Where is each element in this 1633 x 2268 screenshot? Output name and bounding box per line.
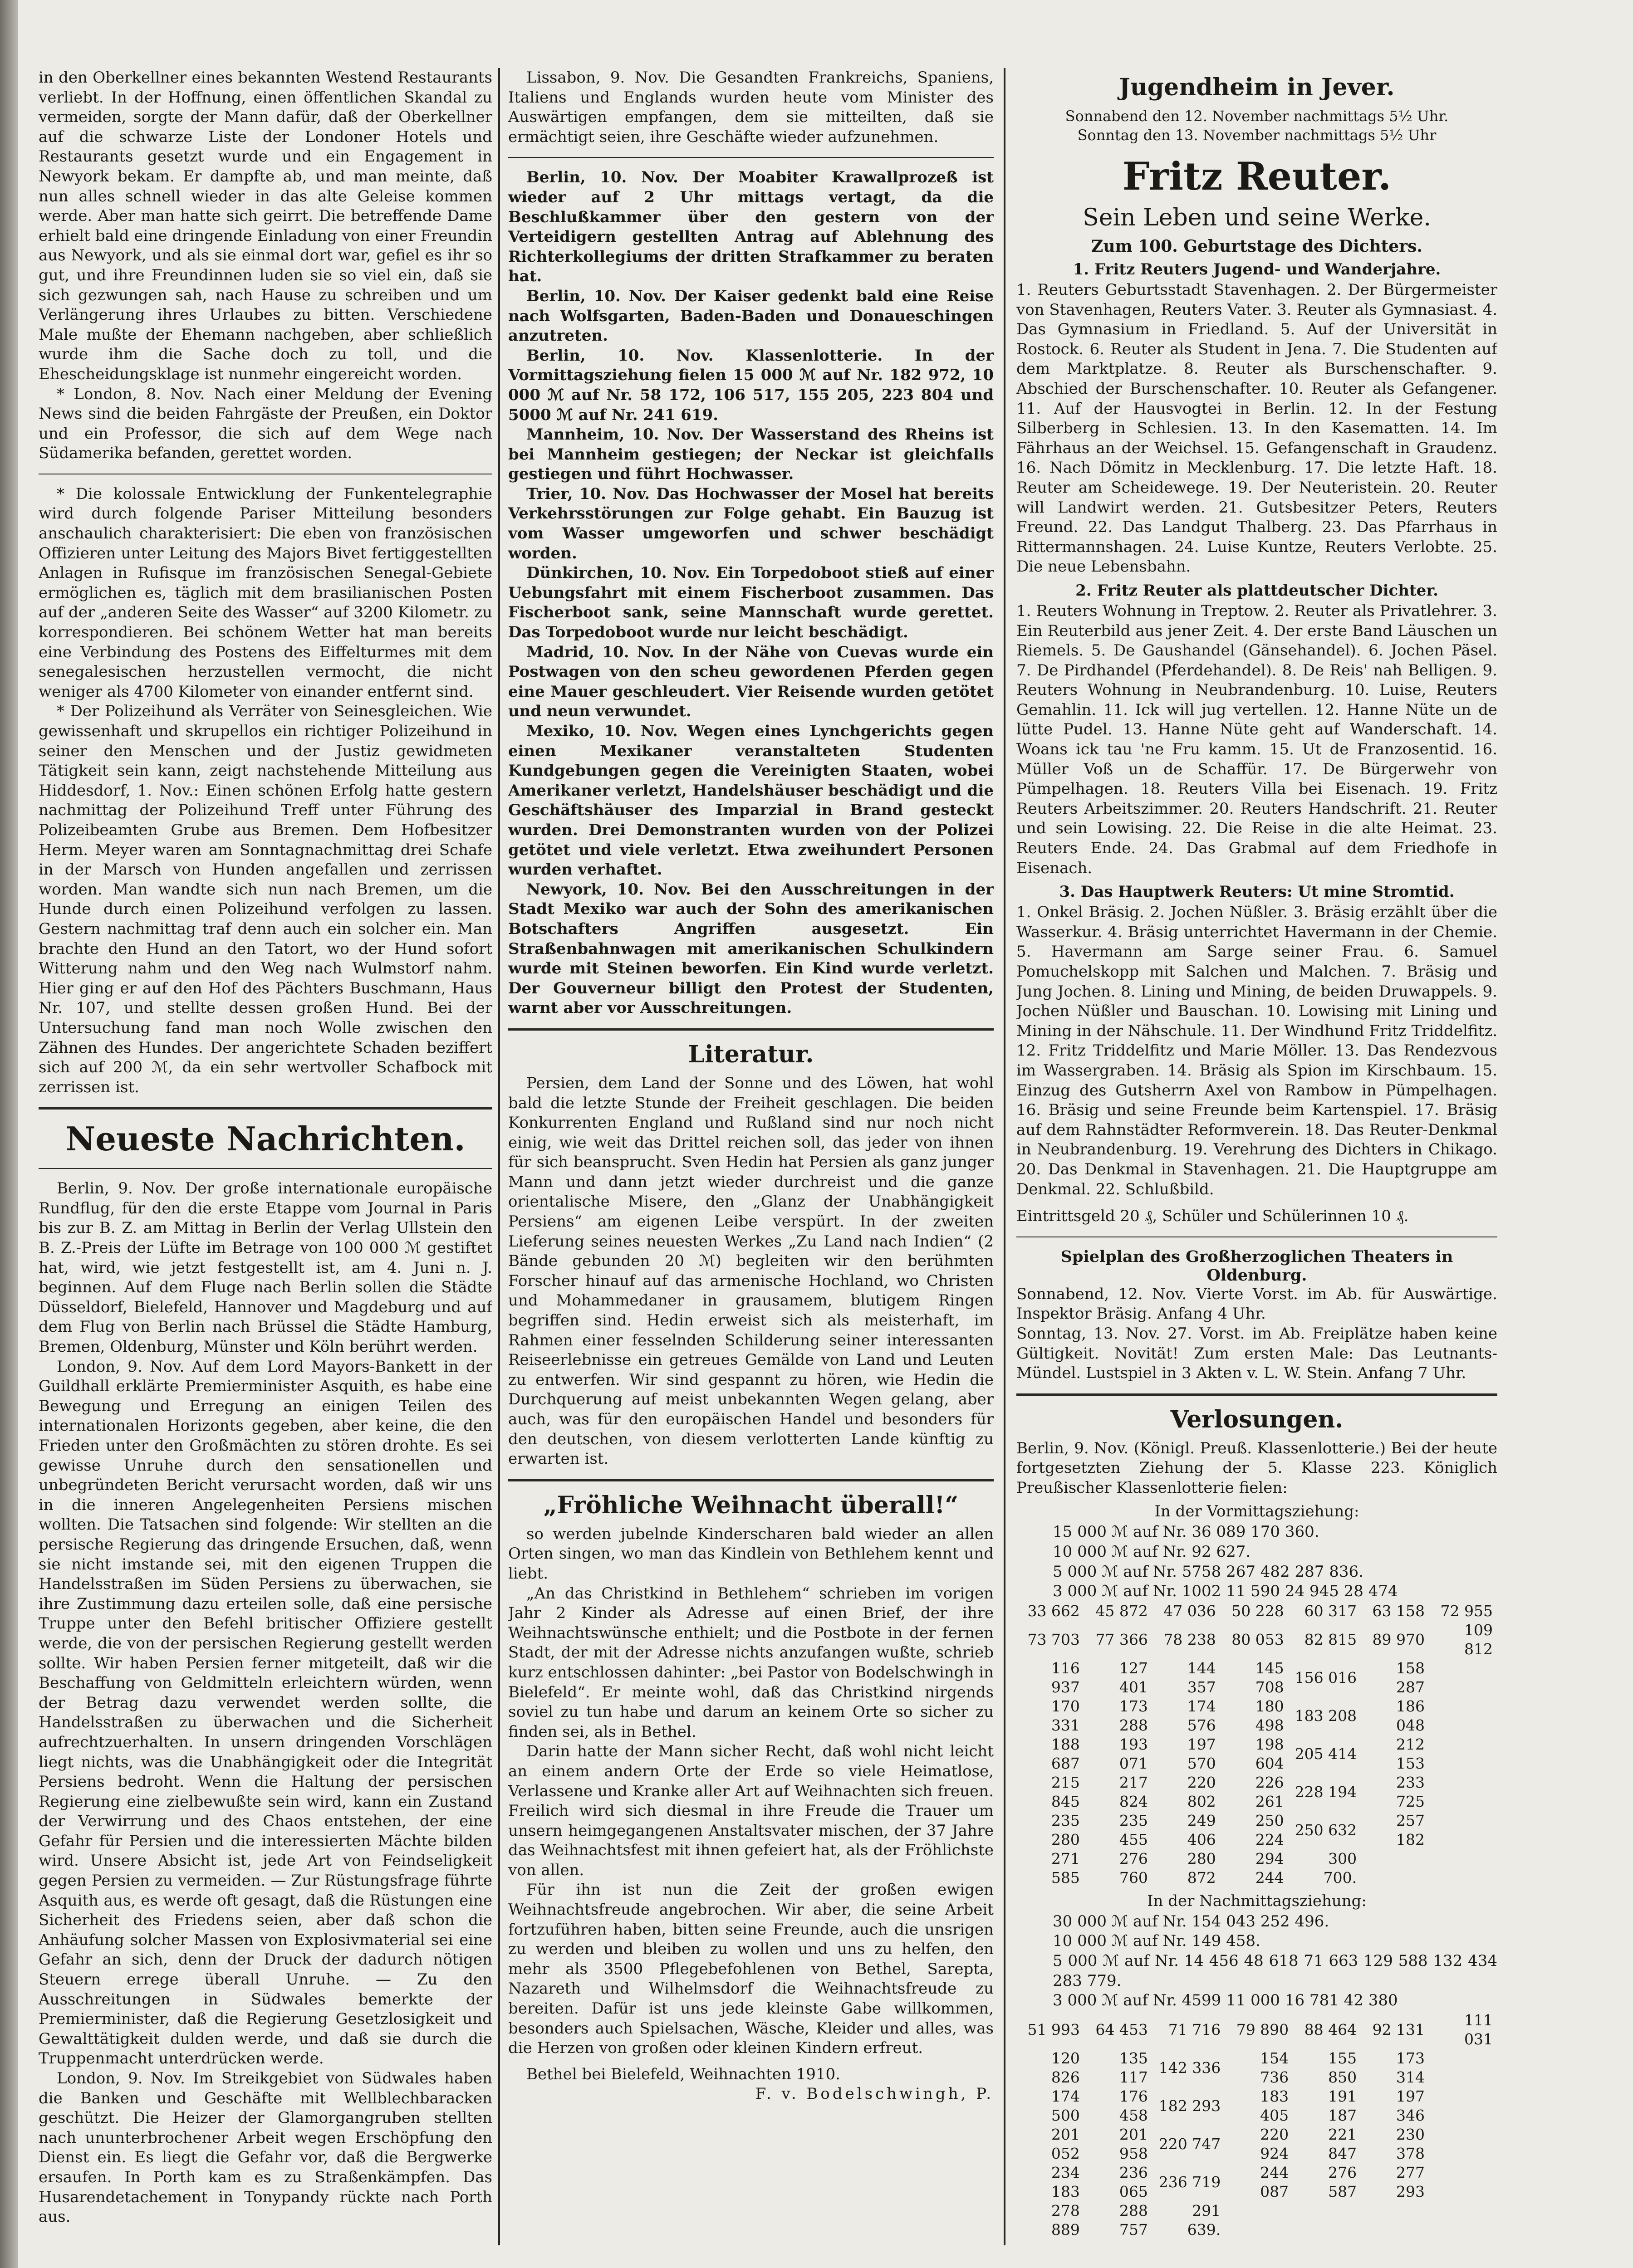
lottery-number: 228 194 <box>1295 1783 1357 1801</box>
lottery-number: 173 314 <box>1396 2049 1425 2086</box>
lottery-number: 191 187 <box>1328 2087 1357 2124</box>
lottery-number: 135 117 <box>1119 2049 1148 2086</box>
number-row <box>1016 2087 1497 2125</box>
program-list: 1. Reuters Wohnung in Treptow. 2. Reuter als Privatlehrer. 3. Ein Reuterbild aus jener Zeit. 4. Der erste Band Läuschen un Riemels. 5. De Gaushandel (Gänsehandel). 6. Jochen Päsel. 7. De Pirdhandel (Pferdehandel). 8. De Reis' nah Belligen. 9. Reuters Wohnung in Neubrandenburg. 10. Luise, Reuters Gemahlin. 11. Ick will jug vertellen. 12. Hanne Nüte un de lütte Pudel. 13. Hanne Nüte geht auf Wanderschaft. 14. Woans ick tau 'ne Fru kamm. 15. Ut de Franzosentid. 16. Müller Voß un de Schaffür. 17. De Bürgerwehr von Pümpelhagen. 18. Reuters Villa bei Eisenach. 19. Fritz Reuters Arbeitszimmer. 20. Reuters Handschrift. 21. Reuter und sein Lowising. 22. Die Reise in die alte Heimat. 23. Reuters Ende. 24. Das Grabmal auf dem Friedhofe in Eisenach. <box>1016 601 1497 877</box>
event-title: Fritz Reuter. <box>1122 154 1392 199</box>
lottery-number: 51 993 <box>1027 2020 1080 2038</box>
lottery-number <box>1361 2201 1429 2239</box>
article-text: * Die kolossale Entwicklung der Funkentelegraphie wird durch folgende Pariser Mitteilung besonders anschaulich charakterisiert: Die eben von französischen Offizieren unter Leitung des Majors Bivet fertiggestellten Anlagen in Rufisque im französischen Senegal-Gebiete ermöglichen es, täglich mit dem brasilianischen Posten auf der „anderen Seite des Wasser“ auf 3200 Kilometr. zu korrespondieren. Bei schönem Wetter hat man bereits eine Verbindung des Postens des Eiffelturmes mit dem senegalesischen herzustellen vermocht, die nicht weniger als 4700 Kilometer von einander entfernt sind. <box>39 484 492 701</box>
lottery-number: 291 639. <box>1187 2201 1221 2239</box>
column-right <box>1016 68 1497 2268</box>
column-left <box>39 68 492 2268</box>
telegram: Mexiko, 10. Nov. Wegen eines Lynchgerichts gegen einen Mexikaner veranstalteten Studenten Kundgebungen gegen die Vereinigten Staaten, wobei Amerikaner verletzt, Handelshäuser beschädigt und die Geschäftshäuser des Imparzial in Brand gesteckt wurden. Drei Demonstranten wurden von der Polizei getötet und viele verletzt. Etwa zweihundert Personen wurden verhaftet. <box>508 722 994 879</box>
number-row <box>1016 1602 1497 1621</box>
lottery-number: 205 414 <box>1295 1745 1357 1763</box>
number-row <box>1016 1773 1497 1811</box>
theater-text: Sonnabend, 12. Nov. Vierte Vorst. im Ab. für Auswärtige. Inspektor Bräsig. Anfang 4 Uhr. <box>1016 1285 1497 1323</box>
lottery-number: 271 585 <box>1051 1849 1080 1887</box>
lottery-number: 244 087 <box>1260 2163 1289 2200</box>
article-text: „An das Christkind in Bethlehem“ schrieben im vorigen Jahr 2 Kinder als Adresse auf einen Brief, der ihre Weihnachtswünsche enthielt; und die Postbote in der fernen Stadt, der mit der Adresse nichts anzufangen wußte, schrieb kurz entschlossen dahinter: „bei Pastor von Bodelschwingh in Bielefeld“. Er meinte wohl, daß das Christkind nirgends soviel zu tun habe und darum an keinem Orte so sicher zu finden sei, als in Bethel. <box>508 1584 994 1741</box>
section-heading: Verlosungen. <box>1170 1405 1344 1433</box>
lottery-number: 60 317 <box>1304 1602 1357 1620</box>
lottery-number: 176 458 <box>1119 2087 1148 2124</box>
divider <box>508 1028 994 1031</box>
lottery-prize: 3 000 ℳ auf Nr. 1002 11 590 24 945 28 474 <box>1053 1582 1398 1601</box>
lottery-number: 280 872 <box>1187 1849 1216 1887</box>
article-text: * London, 8. Nov. Nach einer Meldung der Evening News sind die beiden Fahrgäste der Preußen, ein Doktor und ein Professor, die sich auf dem Wege nach Südamerika befanden, gerettet worden. <box>39 385 492 463</box>
lottery-number: 257 182 <box>1396 1811 1425 1848</box>
lottery-number: 201 052 <box>1051 2125 1080 2162</box>
divider <box>508 157 994 158</box>
lottery-number <box>1361 1849 1429 1887</box>
lottery-number-table <box>1016 2011 1497 2239</box>
lottery-subheading: In der Nachmittagsziehung: <box>1147 1892 1367 1910</box>
lottery-number: 193 071 <box>1119 1735 1148 1772</box>
lottery-prize: 30 000 ℳ auf Nr. 154 043 252 496. <box>1053 1912 1329 1931</box>
lottery-number: 186 048 <box>1396 1697 1425 1734</box>
article-text: Persien, dem Land der Sonne und des Löwen, hat wohl bald die letzte Stunde der Freiheit geschlagen. Die beiden Konkurrenten England und Rußland sind nur noch nicht einig, wie weit das Drittel reichen soll, das jeder von ihnen für sich beansprucht. Sven Hedin hat Persien als ganz junger Mann und dann jetzt wieder durchreist und die ganze orientalische Misere, den „Glanz der Unabhängigkeit Persiens“ am eigenen Leibe verspürt. In der zweiten Lieferung seines neuesten Werkes „Zu Land nach Indien“ (2 Bände gebunden 20 ℳ) begleiten wir den berühmten Forscher hinauf auf das armenische Hochland, wo Christen und Mohammedaner in grausamem, blutigem Ringen begriffen sind. Hedin erweist sich als meisterhaft, im Rahmen einer fesselnden Schilderung seiner interessanten Reiseerlebnisse ein getreues Gemälde von Land und Leuten zu entwerfen. Wir sind gespannt zu hören, wie Hedin die Durchquerung auf meist unbekannten Wegen gelang, aber auch, was für den europäischen Handel und besonders für den deutschen, von diesem verlotterten Lande künftig zu erwarten ist. <box>508 1074 994 1468</box>
lottery-number: 64 453 <box>1095 2020 1148 2038</box>
lottery-number: 88 464 <box>1304 2020 1357 2038</box>
divider <box>39 1168 492 1169</box>
lottery-number: 215 845 <box>1051 1773 1080 1810</box>
program-part-title: 3. Das Hauptwerk Reuters: Ut mine Stromtid. <box>1059 883 1455 901</box>
lottery-number: 197 346 <box>1396 2087 1425 2124</box>
lottery-number: 174 576 <box>1187 1697 1216 1734</box>
number-row <box>1016 1849 1497 1887</box>
lottery-number: 235 455 <box>1119 1811 1148 1848</box>
theater-heading: Spielplan des Großherzoglichen Theaters in Oldenburg. <box>1060 1247 1453 1285</box>
telegram: Mannheim, 10. Nov. Der Wasserstand des Rheins ist bei Mannheim gestiegen; der Neckar ist gleichfalls gestiegen und führt Hochwasser. <box>508 425 994 484</box>
lottery-number: 154 736 <box>1260 2049 1289 2086</box>
lottery-number: 72 955 <box>1440 1602 1493 1620</box>
lottery-number: 180 498 <box>1255 1697 1284 1734</box>
lottery-number: 155 850 <box>1328 2049 1357 2086</box>
lottery-number: 182 293 <box>1158 2097 1221 2115</box>
lottery-number: 71 716 <box>1168 2020 1221 2038</box>
lottery-number: 116 937 <box>1051 1659 1080 1696</box>
lottery-number: 276 587 <box>1328 2163 1357 2200</box>
lottery-number: 170 331 <box>1051 1697 1080 1734</box>
lottery-number: 294 244 <box>1255 1849 1284 1887</box>
lottery-prize: 5 000 ℳ auf Nr. 5758 267 482 287 836. <box>1053 1562 1363 1581</box>
lottery-number: 77 366 <box>1095 1630 1148 1648</box>
telegram: Dünkirchen, 10. Nov. Ein Torpedoboot stieß auf einer Uebungsfahrt mit einem Fischerboot zusammen. Das Fischerboot sank, seine Mannschaft wurde gerettet. Das Torpedoboot wurde nur leicht beschädigt. <box>508 564 994 642</box>
lottery-number: 278 889 <box>1051 2201 1080 2239</box>
lottery-prize: 10 000 ℳ auf Nr. 92 627. <box>1053 1543 1251 1561</box>
lottery-number: 33 662 <box>1027 1602 1080 1620</box>
lottery-number: 127 401 <box>1119 1659 1148 1696</box>
article-text: so werden jubelnde Kinderscharen bald wieder an allen Orten singen, wo man das Kindlein von Bethlehem kennt und liebt. <box>508 1525 994 1583</box>
lottery-number: 300 700. <box>1323 1849 1357 1887</box>
lottery-number: 183 405 <box>1260 2087 1289 2124</box>
lottery-number: 220 802 <box>1187 1773 1216 1810</box>
signature-name: F. v. Bodelschwingh, P. <box>755 2085 994 2103</box>
lottery-number: 82 815 <box>1304 1630 1357 1648</box>
lottery-number: 201 958 <box>1119 2125 1148 2162</box>
number-row <box>1016 2163 1497 2201</box>
lottery-number: 92 131 <box>1372 2020 1425 2038</box>
lottery-intro: Berlin, 9. Nov. (Königl. Preuß. Klassenlotterie.) Bei der heute fortgesetzten Ziehung der 5. Klasse 223. Königlich Preußischer Klassenlotterie fielen: <box>1016 1439 1497 1497</box>
lottery-number-table <box>1016 1602 1497 1887</box>
lottery-number: 236 065 <box>1119 2163 1148 2200</box>
lottery-number: 145 708 <box>1255 1659 1284 1696</box>
lottery-number: 63 158 <box>1372 1602 1425 1620</box>
lottery-number: 80 053 <box>1231 1630 1284 1648</box>
lottery-number: 233 725 <box>1396 1773 1425 1810</box>
telegram: Trier, 10. Nov. Das Hochwasser der Mosel hat bereits Verkehrsstörungen zur Folge gehabt. Ein Bauzug ist vom Wasser umgeworfen und schwer beschädigt worden. <box>508 484 994 562</box>
number-row <box>1016 2125 1497 2163</box>
number-row <box>1016 1659 1497 1697</box>
lottery-number: 111 031 <box>1464 2011 1493 2048</box>
lottery-number: 47 036 <box>1163 1602 1216 1620</box>
lottery-number: 173 288 <box>1119 1697 1148 1734</box>
article-text: Berlin, 9. Nov. Der große internationale europäische Rundflug, für den die erste Etappe vom Journal in Paris bis zur B. Z. am Mittag in Berlin der Verlag Ullstein den B. Z.-Preis der Lüfte im Betrage von 100 000 ℳ gestiftet hat, wird, wie jetzt festgestellt ist, am 4. Juni n. J. beginnen. Auf dem Fluge nach Berlin sollen die Städte Düsseldorf, Bielefeld, Hannover und Magdeburg und auf dem Flug von Berlin nach Brüssel die Städte Hamburg, Bremen, Oldenburg, Münster und Köln berührt werden. <box>39 1179 492 1356</box>
lottery-number: 45 872 <box>1095 1602 1148 1620</box>
telegram: Berlin, 10. Nov. Klassenlotterie. In der Vormittagsziehung fielen 15 000 ℳ auf Nr. 182 972, 10 000 ℳ auf Nr. 58 172, 106 517, 155 205, 223 804 und 5000 ℳ auf Nr. 241 619. <box>508 346 994 424</box>
lottery-number: 226 261 <box>1255 1773 1284 1810</box>
lottery-number: 220 924 <box>1260 2125 1289 2162</box>
lottery-number: 221 847 <box>1328 2125 1357 2162</box>
article-text: Für ihn ist nun die Zeit der großen ewigen Weihnachtsfreude angebrochen. Wir aber, die seine Arbeit fortzuführen haben, bitten seine Freunde, auch die unsrigen zu werden und bleiben zu wollen und uns zu helfen, den mehr als 3500 Pflegebefohlenen von Bethel, Sarepta, Nazareth und Wilhelmsdorf die Weihnachtsfreude zu bereiten. Dafür ist uns jede kleinste Gabe willkommen, besonders auch Spielsachen, Wäsche, Kleider und alles, was die Herzen von großen oder kleinen Kindern erfreut. <box>508 1881 994 2058</box>
section-heading: Neueste Nachrichten. <box>65 1119 466 1158</box>
admission-text: Eintrittsgeld 20 ₰, Schüler und Schülerinnen 10 ₰. <box>1016 1207 1409 1226</box>
event-occasion: Zum 100. Geburtstage des Dichters. <box>1091 237 1422 256</box>
event-heading: Jugendheim in Jever. <box>1119 73 1395 101</box>
program-list: 1. Reuters Geburtsstadt Stavenhagen. 2. Der Bürgermeister von Stavenhagen, Reuters Vater. 3. Reuter als Gymnasiast. 4. Das Gymnasium in Friedland. 5. Auf der Universität in Rostock. 6. Reuter als Student in Jena. 7. Die Studenten auf dem Marktplatze. 8. Reuter als Burschenschafter. 9. Abschied der Burschenschafter. 10. Reuter als Gefangener. 11. Auf der Hausvogtei in Berlin. 12. In der Festung Silberberg in Schlesien. 13. In den Kasematten. 14. Im Fährhaus an der Weichsel. 15. Gefangenschaft in Graudenz. 16. Nach Dömitz in Mecklenburg. 17. Die letzte Haft. 18. Reuter am Scheidewege. 19. Der Neuteristein. 20. Reuter will Landwirt werden. 21. Gutsbesitzer Peters, Reuters Freund. 22. Das Landgut Thalberg. 23. Das Pfarrhaus in Rittermannshagen. 24. Luise Kuntze, Reuters Verlobte. 25. Die neue Lebensbahn. <box>1016 281 1497 576</box>
divider <box>39 1107 492 1110</box>
lottery-subheading: In der Vormittagsziehung: <box>1154 1502 1359 1521</box>
signature-place: Bethel bei Bielefeld, Weihnachten 1910. <box>526 2065 840 2083</box>
lottery-number: 250 224 <box>1255 1811 1284 1848</box>
article-text: Lissabon, 9. Nov. Die Gesandten Frankreichs, Spaniens, Italiens und Englands wurden heute vom Minister des Auswärtigen empfangen, dem sie mitteilten, daß sie ermächtigt seien, ihre Geschäfte wieder aufzunehmen. <box>508 68 994 146</box>
lottery-number: 174 500 <box>1051 2087 1080 2124</box>
theater-text: Sonntag, 13. Nov. 27. Vorst. im Ab. Freiplätze haben keine Gültigkeit. Novität! Zum ersten Male: Das Leutnants-Mündel. Lustspiel in 3 Akten v. L. W. Stein. Anfang 7 Uhr. <box>1016 1324 1497 1383</box>
column-middle <box>508 68 994 2268</box>
lottery-number: 78 238 <box>1163 1630 1216 1648</box>
lottery-number: 144 357 <box>1187 1659 1216 1696</box>
article-text: in den Oberkellner eines bekannten Westend Restaurants verliebt. In der Hoffnung, einen öffentlichen Skandal zu vermeiden, sorgte der Mann dafür, daß der Oberkellner auf die schwarze Liste der Londoner Hotels und Restaurants gesetzt wurde und ein Engagement in Newyork bekam. Er dampfte ab, und man meinte, daß nun alles schnell wieder in das alte Geleise kommen werde. Aber man hatte sich geirrt. Die betreffende Dame erhielt bald eine dringende Einladung von einer Freundin aus Newyork, und als sie einmal dort war, gefiel es ihr so gut, und ihre Freundinnen luden sie so viel ein, daß sie sich gezwungen sah, nach Hause zu schreiben und um Verlängerung ihres Urlaubes zu bitten. Verschiedene Male mußte der Ehemann nachgeben, aber schließlich wurde ihm die Sache doch zu toll, und die Ehescheidungsklage ist nunmehr eingereicht worden. <box>39 68 492 383</box>
lottery-number: 236 719 <box>1158 2173 1221 2191</box>
lottery-number: 50 228 <box>1231 1602 1284 1620</box>
column-rule <box>498 68 500 2245</box>
lottery-number: 197 570 <box>1187 1735 1216 1772</box>
program-part-title: 2. Fritz Reuter als plattdeutscher Dichter. <box>1075 581 1438 600</box>
lottery-number: 235 280 <box>1051 1811 1080 1848</box>
lottery-number <box>1225 2201 1293 2239</box>
lottery-number: 220 747 <box>1158 2135 1221 2153</box>
section-heading: Literatur. <box>688 1040 814 1068</box>
lottery-prize: 5 000 ℳ auf Nr. 14 456 48 618 71 663 129 588 132 434 283 779. <box>1053 1952 1497 1990</box>
telegram: Berlin, 10. Nov. Der Moabiter Krawallprozeß ist wieder auf 2 Uhr mittags vertagt, da die Beschlußkammer über den gestern von der Verteidigern gestellten Antrag auf Ablehnung des Richterkollegiums der dritten Strafkammer zu beraten hat. <box>508 168 994 286</box>
lottery-number: 142 336 <box>1158 2058 1221 2077</box>
article-text: * Der Polizeihund als Verräter von Seinesgleichen. Wie gewissenhaft und skrupellos ein richtiger Polizeihund in seiner den Menschen und der Justiz gewidmeten Tätigkeit sein kann, zeigt nachstehende Mitteilung aus Hiddesdorf, 1. Nov.: Einen schönen Erfolg hatte gestern nachmittag der Polizeihund Treff unter Führung des Polizeibeamten Grube aus Bremen. Dem Hofbesitzer Herm. Meyer waren am Sonntagnachmittag drei Schafe in der Marsch von Hunden angefallen und zerrissen worden. Man wandte sich nun nach Bremen, um die Hunde durch einen Polizeihund verfolgen zu lassen. Gestern nachmittag traf denn auch ein solcher ein. Man brachte den Hund an den Tatort, wo der Hund sofort Witterung nahm und den Weg nach Wulmstorf nahm. Hier ging er auf den Hof des Pächters Buschmann, Haus Nr. 107, und stellte dessen großen Hund. Bei der Untersuchung fand man noch Wolle zwischen den Zähnen des Hundes. Der angerichtete Schaden beziffert sich auf 200 ℳ, da ein sehr wertvoller Schafbock mit zerrissen ist. <box>39 702 492 1096</box>
program-list: 1. Onkel Bräsig. 2. Jochen Nüßler. 3. Bräsig erzählt über die Wasserkur. 4. Bräsig unterrichtet Havermann in der Chemie. 5. Havermann am Sarge seiner Frau. 6. Samuel Pomuchelskopp mit Salchen und Malchen. 7. Bräsig und Jung Jochen. 8. Lining und Mining, de beiden Druwappels. 9. Jochen Nüßler und Bauschan. 10. Lowising mit Lining und Mining in der Nähschule. 11. Der Windhund Fritz Triddelfitz. 12. Fritz Triddelfitz und Marie Möller. 13. Das Rendezvous im Wassergraben. 14. Bräsig als Spion im Kirschbaum. 15. Einzug des Gutsherrn Axel von Rambow in Pümpelhagen. 16. Bräsig und seine Freunde beim Kartenspiel. 17. Bräsig auf dem Rahnstädter Reformverein. 18. Das Reuter-Denkmal in Neubrandenburg. 19. Verehrung des Dichters in Chikago. 20. Das Denkmal in Stavenhagen. 21. Die Hauptgruppe am Denkmal. 22. Schlußbild. <box>1016 903 1497 1198</box>
lottery-number: 158 287 <box>1396 1659 1425 1696</box>
telegram: Madrid, 10. Nov. In der Nähe von Cuevas wurde ein Postwagen von den scheu gewordenen Pferden gegen eine Mauer geschleudert. Vier Reisende wurden getötet und neun verwundet. <box>508 643 994 721</box>
program-part-title: 1. Fritz Reuters Jugend- und Wanderjahre. <box>1073 260 1441 279</box>
number-row <box>1016 2011 1497 2049</box>
lottery-number: 230 378 <box>1396 2125 1425 2162</box>
number-row <box>1016 1811 1497 1849</box>
telegram: Newyork, 10. Nov. Bei den Ausschreitungen in der Stadt Mexiko war auch der Sohn des amerikanischen Botschafters Angriffen ausgesetzt. Ein Straßenbahnwagen mit amerikanischen Schulkindern wurde mit Steinen beworfen. Ein Kind wurde verletzt. Der Gouverneur billigt den Protest der Studenten, warnt aber vor Ausschreitungen. <box>508 880 994 1017</box>
article-text: London, 9. Nov. Auf dem Lord Mayors-Bankett in der Guildhall erklärte Premierminister Asquith, es habe eine Bewegung und Erregung an einigen Teilen des internationalen Horizonts gegeben, aber keine, die den Frieden unter den Großmächten zu stören drohte. Es sei gewisse Unruhe durch den sensationellen und unbegründeten Bericht verursacht worden, daß wir uns in die inneren Angelegenheiten Persiens mischen wollten. Die Tatsachen sind folgende: Wir stellten an die persische Regierung das dringende Ersuchen, daß, wenn sie nicht imstande sei, mit den eigenen Truppen die Handelsstraßen im Süden Persiens zu überwachen, sie ihre Zustimmung dazu erteilen solle, daß eine persische Truppe unter den Befehl britischer Offiziere gestellt werde, die von der persischen Regierung gestellt werden sollte. Wir haben Persien ferner mitgeteilt, daß wir die Beschaffung von Geldmitteln erleichtern würden, wenn der Betrag dazu verwendet werden sollte, die Handelsstraßen zu überwachen und die Sicherheit aufrechtzuerhalten. In unsern dringenden Vorschlägen liegt nichts, was die Unabhängigkeit oder die Integrität Persiens bedroht. Wenn die Haltung der persischen Regierung eine zielbewußte sein wird, kann ein Zustand der Verwirrung und des Chaos entstehen, der eine Gefahr für Persien und die interessierten Mächte bilden wird. Unsere Absicht ist, jede Art von Feindseligkeit gegen Persien zu vermeiden. — Zur Rüstungsfrage führte Asquith aus, es werde oft gesagt, daß die Rüstungen eine Sicherheit des Friedens seien, aber daß schon die Anhäufung solcher Massen von Explosivmaterial sei eine Gefahr an sich, denn der Druck der dadurch nötigen Steuern errege überall Unruhe. — Zu den Ausschreitungen in Südwales bemerkte der Premierminister, daß die Regierung Gesetzlosigkeit und Gewalttätigkeit dulden werde, und daß sie durch die Truppenmacht unterdrücken werde. <box>39 1357 492 2068</box>
event-date: Sonnabend den 12. November nachmittags 5½ Uhr. <box>1065 108 1449 125</box>
article-text: Darin hatte der Mann sicher Recht, daß wohl nicht leicht an einem andern Orte der Erde so viele Heimatlose, Verlassene und Kranke aller Art auf Weihnachten sich freuen. Freilich wird sich diesmal in ihre Freude die Trauer um unsern heimgegangenen Anstaltsvater mischen, der 37 Jahre das Weihnachtsfest mit ihnen gefeiert hat, als der Fröhlichste von allen. <box>508 1742 994 1879</box>
lottery-number: 288 757 <box>1119 2201 1148 2239</box>
number-row <box>1016 1735 1497 1773</box>
lottery-prize: 10 000 ℳ auf Nr. 149 458. <box>1053 1932 1260 1950</box>
lottery-number: 249 406 <box>1187 1811 1216 1848</box>
lottery-number: 217 824 <box>1119 1773 1148 1810</box>
lottery-number: 73 703 <box>1027 1630 1080 1648</box>
lottery-prize: 15 000 ℳ auf Nr. 36 089 170 360. <box>1053 1523 1319 1541</box>
divider <box>508 1479 994 1481</box>
column-rule <box>1004 68 1005 2245</box>
lottery-number: 109 812 <box>1464 1621 1493 1658</box>
article-text: London, 9. Nov. Im Streikgebiet von Südwales haben die Banken und Geschäfte mit Wellblechbaracken geschützt. Die Heizer der Glamorgangruben stellten nach ununterbrochener Arbeit wegen Erschöpfung den Dienst ein. Es liegt die Gefahr vor, daß die Bergwerke ersaufen. In Porth kam es zu Straßenkämpfen. Das Husarendetachement in Tonypandy rückte nach Porth aus. <box>39 2069 492 2226</box>
event-date: Sonntag den 13. November nachmittags 5½ Uhr <box>1077 127 1437 144</box>
lottery-number: 120 826 <box>1051 2049 1080 2086</box>
divider <box>1016 1393 1497 1396</box>
number-row <box>1016 1697 1497 1735</box>
lottery-number: 276 760 <box>1119 1849 1148 1887</box>
lottery-number: 188 687 <box>1051 1735 1080 1772</box>
lottery-number: 234 183 <box>1051 2163 1080 2200</box>
number-row <box>1016 1621 1497 1659</box>
lottery-number: 198 604 <box>1255 1735 1284 1772</box>
section-heading: „Fröhliche Weihnacht überall!“ <box>543 1491 959 1519</box>
lottery-number: 183 208 <box>1295 1706 1357 1725</box>
lottery-number: 250 632 <box>1295 1821 1357 1839</box>
lottery-number: 89 970 <box>1372 1630 1425 1648</box>
lottery-number: 79 890 <box>1236 2020 1289 2038</box>
page-edge <box>0 0 18 2268</box>
number-row <box>1016 2049 1497 2087</box>
lottery-prize: 3 000 ℳ auf Nr. 4599 11 000 16 781 42 380 <box>1053 1991 1398 2010</box>
lottery-number: 212 153 <box>1396 1735 1425 1772</box>
event-subtitle: Sein Leben und seine Werke. <box>1083 204 1431 231</box>
lottery-number <box>1293 2201 1361 2239</box>
number-row <box>1016 2201 1497 2239</box>
lottery-number: 156 016 <box>1295 1668 1357 1686</box>
telegram: Berlin, 10. Nov. Der Kaiser gedenkt bald eine Reise nach Wolfsgarten, Baden-Baden und Donaueschingen anzutreten. <box>508 287 994 345</box>
lottery-number: 277 293 <box>1396 2163 1425 2200</box>
